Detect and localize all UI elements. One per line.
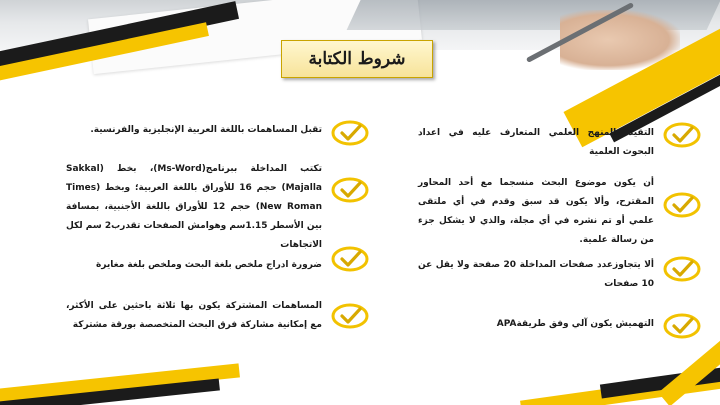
condition-topic-originality: أن يكون موضوع البحث منسجما مع أحد المحاور المقترح، وألا يكون قد سبق وقدم في أي ملتقى علمي أو تم نشره في أي مجلة، والذي لا يشكل جزء من رسالة علمية. (418, 178, 654, 245)
check-circle-icon (662, 122, 702, 148)
check-circle-icon (330, 177, 370, 203)
condition-formatting: تكتب المداخلة ببرنامج(Ms-Word)، بخط (Sakkal Majalla) حجم 16 للأوراق باللغة العربية؛ وبخط (Times New Roman) حجم 12 للأوراق باللغة الأجنبية، بمسافة بين الأسطر 1.15سم وهوامش الصفحات تقدرب2 سم لكل الاتجاهات (66, 164, 323, 250)
condition-abstracts: ضرورة ادراج ملخص بلغة البحث وملخص بلغة مغايرة (95, 260, 322, 270)
page-title: شروط الكتابة (308, 49, 406, 69)
check-circle-icon (330, 303, 370, 329)
condition-co-authors: المساهمات المشتركة يكون بها ثلاثة باحثين على الأكثر، مع إمكانية مشاركة فرق البحث المتخصصة بورقة مشتركة (66, 301, 322, 330)
condition-citation-style: التهميش يكون آلي وفق طريقةAPA (496, 319, 654, 329)
check-circle-icon (662, 256, 702, 282)
check-circle-icon (330, 120, 370, 146)
check-circle-icon (662, 192, 702, 218)
condition-page-count: ألا يتجاوزعدد صفحات المداخلة 20 صفحة ولا يقل عن 10 صفحات (418, 260, 654, 289)
check-circle-icon (330, 246, 370, 272)
condition-methodology: التقيد بالمنهج العلمي المتعارف عليه في اعداد البحوث العلمية (418, 128, 654, 157)
check-circle-icon (662, 313, 702, 339)
condition-languages: تقبل المساهمات باللغة العربية الإنجليزية والفرنسية. (90, 125, 322, 135)
title-box (281, 40, 433, 78)
